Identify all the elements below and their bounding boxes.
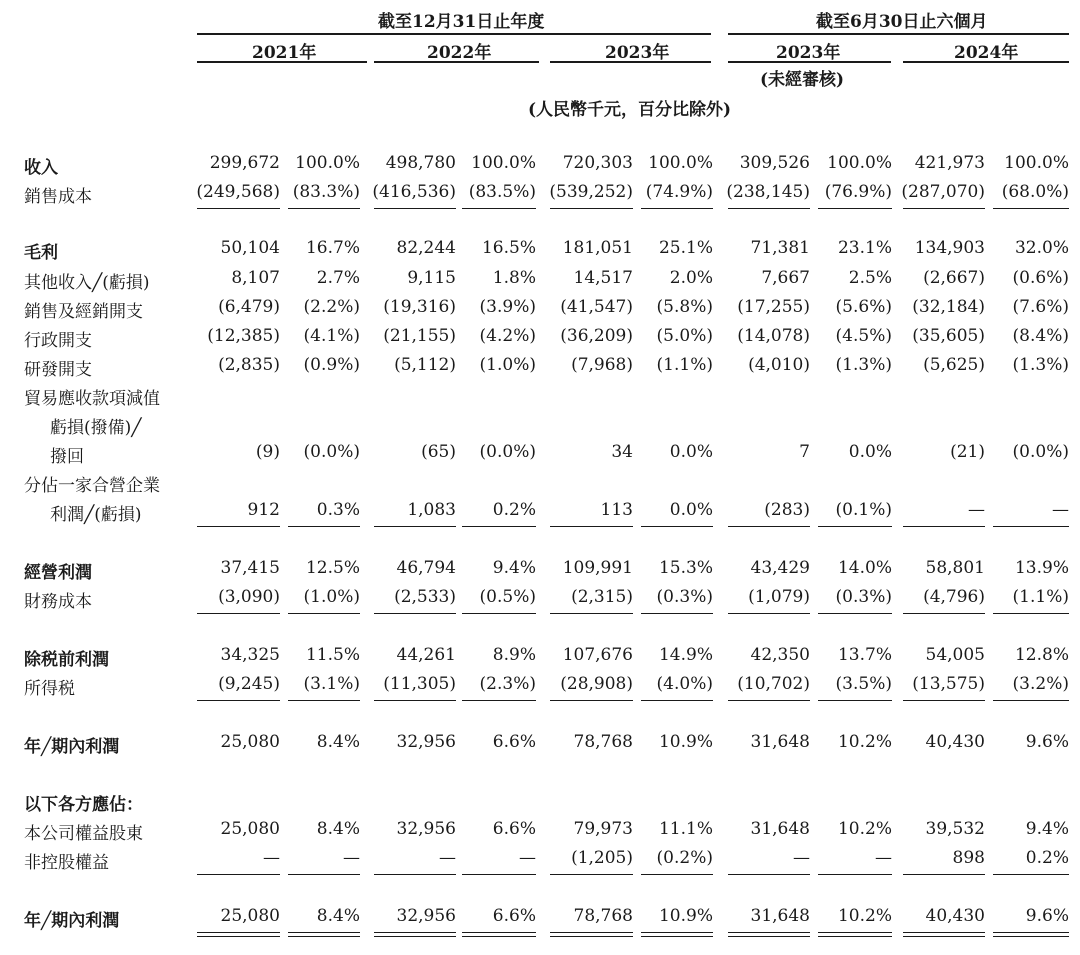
percent-cell: (0.3%) (656, 587, 713, 607)
subtotal-underline (818, 874, 892, 875)
row-label: 利潤╱(虧損) (50, 505, 142, 525)
amount-cell: 309,526 (739, 153, 810, 173)
percent-cell: 6.6% (492, 819, 536, 839)
percent-cell: 23.1% (837, 238, 892, 258)
subtotal-underline (818, 526, 892, 527)
percent-cell: 9.4% (1025, 819, 1069, 839)
subtotal-underline (288, 613, 360, 614)
percent-cell: (7.6%) (1012, 297, 1069, 317)
period-half-year-heading: 截至6月30日止六個月 (816, 12, 988, 32)
percent-cell: 2.0% (669, 268, 713, 288)
percent-cell: (0.9%) (303, 355, 360, 375)
subtotal-underline (197, 526, 280, 527)
subtotal-underline (993, 613, 1069, 614)
subtotal-underline (550, 526, 633, 527)
subtotal-underline (462, 208, 536, 209)
half-2023-heading: 2023年 (776, 43, 841, 63)
percent-cell: (5.8%) (656, 297, 713, 317)
table-row (0, 380, 1080, 410)
amount-cell: 39,532 (925, 819, 985, 839)
header-rule-half-year (728, 33, 1069, 35)
amount-cell: (2,533) (394, 587, 456, 607)
amount-cell: (14,078) (737, 326, 810, 346)
amount-cell: 37,415 (220, 558, 280, 578)
table-row (0, 670, 1080, 700)
percent-cell: 100.0% (1004, 153, 1069, 173)
subtotal-underline (550, 208, 633, 209)
year-rule-2023 (550, 61, 711, 63)
subtotal-underline (288, 208, 360, 209)
row-label: 毛利 (24, 243, 58, 263)
percent-cell: (68.0%) (1001, 182, 1069, 202)
percent-cell: (1.3%) (835, 355, 892, 375)
amount-cell: (35,605) (912, 326, 985, 346)
percent-cell: 100.0% (295, 153, 360, 173)
subtotal-underline (903, 526, 985, 527)
amount-cell: 498,780 (385, 153, 456, 173)
amount-cell: 7,667 (761, 268, 810, 288)
percent-cell: 10.9% (658, 732, 713, 752)
amount-cell: (36,209) (560, 326, 633, 346)
amount-cell: 78,768 (573, 906, 633, 926)
subtotal-underline (374, 874, 456, 875)
percent-cell: (0.6%) (1012, 268, 1069, 288)
table-row (0, 264, 1080, 294)
subtotal-underline (818, 700, 892, 701)
subtotal-underline (641, 700, 713, 701)
amount-cell: 71,381 (750, 238, 810, 258)
amount-cell: (9) (255, 442, 280, 462)
table-row (0, 844, 1080, 874)
amount-cell: (6,479) (218, 297, 280, 317)
percent-cell: 6.6% (492, 906, 536, 926)
amount-cell: 34,325 (220, 645, 280, 665)
percent-cell: 13.9% (1014, 558, 1069, 578)
percent-cell: 100.0% (827, 153, 892, 173)
year-rule-2022 (374, 61, 539, 63)
subtotal-underline (288, 526, 360, 527)
amount-cell: 14,517 (573, 268, 633, 288)
subtotal-underline (993, 700, 1069, 701)
percent-cell: (4.1%) (303, 326, 360, 346)
percent-cell: 12.5% (305, 558, 360, 578)
amount-cell: (2,315) (571, 587, 633, 607)
row-label: 貿易應收款項減值 (24, 389, 160, 409)
amount-cell: — (793, 848, 810, 868)
amount-cell: 31,648 (750, 732, 810, 752)
amount-cell: (10,702) (737, 674, 810, 694)
unaudited-note: (未經審核) (760, 70, 845, 90)
table-row (0, 641, 1080, 671)
amount-cell: 898 (952, 848, 985, 868)
row-label: 以下各方應佔： (24, 795, 143, 815)
percent-cell: (8.4%) (1012, 326, 1069, 346)
row-label: 虧損(撥備)╱ (50, 418, 142, 438)
amount-cell: (41,547) (560, 297, 633, 317)
percent-cell: 9.4% (492, 558, 536, 578)
row-label: 撥回 (50, 447, 84, 467)
table-row (0, 322, 1080, 352)
amount-cell: (287,070) (901, 182, 985, 202)
subtotal-underline (728, 874, 810, 875)
percent-cell: 2.7% (316, 268, 360, 288)
table-row (0, 438, 1080, 468)
percent-cell: 14.0% (837, 558, 892, 578)
amount-cell: (238,145) (726, 182, 810, 202)
amount-cell: (28,908) (560, 674, 633, 694)
row-label: 經營利潤 (24, 563, 92, 583)
percent-cell: (83.5%) (468, 182, 536, 202)
subtotal-underline (903, 874, 985, 875)
row-label: 行政開支 (24, 331, 92, 351)
subtotal-underline (993, 208, 1069, 209)
subtotal-underline (462, 700, 536, 701)
table-row (0, 902, 1080, 932)
amount-cell: 421,973 (914, 153, 985, 173)
amount-cell: 44,261 (396, 645, 456, 665)
amount-cell: — (968, 500, 985, 520)
percent-cell: (3.5%) (835, 674, 892, 694)
amount-cell: (12,385) (207, 326, 280, 346)
year-2023-heading: 2023年 (605, 43, 670, 63)
percent-cell: — (875, 848, 892, 868)
subtotal-underline (641, 613, 713, 614)
amount-cell: 912 (247, 500, 280, 520)
percent-cell: 8.4% (316, 732, 360, 752)
percent-cell: (1.1%) (1012, 587, 1069, 607)
amount-cell: 31,648 (750, 819, 810, 839)
subtotal-underline (903, 700, 985, 701)
percent-cell: 8.4% (316, 906, 360, 926)
amount-cell: 7 (799, 442, 810, 462)
subtotal-underline (197, 208, 280, 209)
amount-cell: (21,155) (383, 326, 456, 346)
subtotal-underline (550, 613, 633, 614)
subtotal-underline (818, 208, 892, 209)
percent-cell: 25.1% (658, 238, 713, 258)
percent-cell: 10.2% (837, 906, 892, 926)
amount-cell: (65) (421, 442, 456, 462)
amount-cell: 42,350 (750, 645, 810, 665)
subtotal-underline (288, 874, 360, 875)
amount-cell: 109,991 (562, 558, 633, 578)
percent-cell: 14.9% (658, 645, 713, 665)
percent-cell: (4.5%) (835, 326, 892, 346)
percent-cell: (0.1%) (835, 500, 892, 520)
percent-cell: (5.6%) (835, 297, 892, 317)
percent-cell: 15.3% (658, 558, 713, 578)
amount-cell: 34 (611, 442, 633, 462)
amount-cell: (1,205) (571, 848, 633, 868)
subtotal-underline (550, 700, 633, 701)
amount-cell: — (263, 848, 280, 868)
amount-cell: 40,430 (925, 732, 985, 752)
percent-cell: (0.0%) (479, 442, 536, 462)
percent-cell: — (1052, 500, 1069, 520)
amount-cell: 107,676 (562, 645, 633, 665)
percent-cell: (4.2%) (479, 326, 536, 346)
amount-cell: (9,245) (218, 674, 280, 694)
percent-cell: (2.2%) (303, 297, 360, 317)
subtotal-underline (197, 874, 280, 875)
amount-cell: 50,104 (220, 238, 280, 258)
amount-cell: (2,667) (923, 268, 985, 288)
amount-cell: (2,835) (218, 355, 280, 375)
half-rule-2023 (728, 61, 891, 63)
subtotal-underline (818, 613, 892, 614)
amount-cell: (11,305) (383, 674, 456, 694)
percent-cell: 32.0% (1014, 238, 1069, 258)
subtotal-underline (462, 613, 536, 614)
amount-cell: (539,252) (549, 182, 633, 202)
table-row (0, 351, 1080, 381)
subtotal-underline (993, 526, 1069, 527)
amount-cell: 40,430 (925, 906, 985, 926)
amount-cell: 32,956 (396, 906, 456, 926)
percent-cell: 0.2% (492, 500, 536, 520)
subtotal-underline (288, 700, 360, 701)
percent-cell: 0.3% (316, 500, 360, 520)
percent-cell: 100.0% (471, 153, 536, 173)
table-row (0, 583, 1080, 613)
percent-cell: 9.6% (1025, 732, 1069, 752)
amount-cell: 25,080 (220, 732, 280, 752)
percent-cell: (1.1%) (656, 355, 713, 375)
percent-cell: 2.5% (848, 268, 892, 288)
subtotal-underline (550, 874, 633, 875)
amount-cell: (3,090) (218, 587, 280, 607)
table-row (0, 554, 1080, 584)
percent-cell: (0.3%) (835, 587, 892, 607)
row-label: 除税前利潤 (24, 650, 109, 670)
subtotal-underline (903, 208, 985, 209)
amount-cell: 32,956 (396, 732, 456, 752)
year-rule-2021 (197, 61, 367, 63)
subtotal-underline (374, 208, 456, 209)
amount-cell: (1,079) (748, 587, 810, 607)
percent-cell: (3.9%) (479, 297, 536, 317)
row-label: 銷售及經銷開支 (24, 302, 143, 322)
subtotal-underline (641, 874, 713, 875)
percent-cell: (76.9%) (824, 182, 892, 202)
amount-cell: 79,973 (573, 819, 633, 839)
amount-cell: 31,648 (750, 906, 810, 926)
amount-cell: (32,184) (912, 297, 985, 317)
amount-cell: (5,112) (394, 355, 456, 375)
percent-cell: (0.5%) (479, 587, 536, 607)
row-label: 其他收入╱(虧損) (24, 273, 150, 293)
row-label: 收入 (24, 158, 58, 178)
year-2022-heading: 2022年 (427, 43, 492, 63)
subtotal-underline (641, 208, 713, 209)
header-rule-full-year (197, 33, 711, 35)
table-row (0, 728, 1080, 758)
amount-cell: (4,796) (923, 587, 985, 607)
amount-cell: (21) (950, 442, 985, 462)
table-row (0, 815, 1080, 845)
subtotal-underline (462, 526, 536, 527)
subtotal-underline (728, 208, 810, 209)
amount-cell: 113 (600, 500, 633, 520)
row-label: 年╱期內利潤 (24, 737, 120, 757)
amount-cell: 25,080 (220, 819, 280, 839)
percent-cell: 0.0% (848, 442, 892, 462)
percent-cell: (5.0%) (656, 326, 713, 346)
amount-cell: 181,051 (562, 238, 633, 258)
amount-cell: (4,010) (748, 355, 810, 375)
year-2021-heading: 2021年 (252, 43, 317, 63)
amount-cell: — (439, 848, 456, 868)
row-label: 年╱期內利潤 (24, 911, 120, 931)
amount-cell: 299,672 (209, 153, 280, 173)
amount-cell: 54,005 (925, 645, 985, 665)
subtotal-underline (197, 613, 280, 614)
percent-cell: (1.0%) (479, 355, 536, 375)
percent-cell: (0.0%) (1012, 442, 1069, 462)
amount-cell: 25,080 (220, 906, 280, 926)
percent-cell: — (343, 848, 360, 868)
table-row (0, 293, 1080, 323)
percent-cell: 16.5% (481, 238, 536, 258)
amount-cell: 134,903 (914, 238, 985, 258)
amount-cell: (7,968) (571, 355, 633, 375)
percent-cell: (83.3%) (292, 182, 360, 202)
percent-cell: (1.0%) (303, 587, 360, 607)
subtotal-underline (374, 526, 456, 527)
percent-cell: 12.8% (1014, 645, 1069, 665)
percent-cell: (3.1%) (303, 674, 360, 694)
unit-note: (人民幣千元，百分比除外) (528, 100, 732, 120)
row-label: 本公司權益股東 (24, 824, 143, 844)
table-row (0, 496, 1080, 526)
percent-cell: — (519, 848, 536, 868)
subtotal-underline (903, 613, 985, 614)
amount-cell: (17,255) (737, 297, 810, 317)
percent-cell: 0.0% (669, 500, 713, 520)
amount-cell: (249,568) (196, 182, 280, 202)
percent-cell: (4.0%) (656, 674, 713, 694)
percent-cell: 9.6% (1025, 906, 1069, 926)
half-rule-2024 (903, 61, 1069, 63)
amount-cell: 58,801 (925, 558, 985, 578)
amount-cell: (5,625) (923, 355, 985, 375)
amount-cell: 78,768 (573, 732, 633, 752)
percent-cell: 13.7% (837, 645, 892, 665)
percent-cell: 100.0% (648, 153, 713, 173)
amount-cell: 1,083 (407, 500, 456, 520)
subtotal-underline (728, 700, 810, 701)
table-row (0, 409, 1080, 439)
table-row (0, 149, 1080, 179)
percent-cell: (2.3%) (479, 674, 536, 694)
amount-cell: (19,316) (383, 297, 456, 317)
period-full-year-heading: 截至12月31日止年度 (378, 12, 545, 32)
percent-cell: 0.2% (1025, 848, 1069, 868)
subtotal-underline (641, 526, 713, 527)
percent-cell: (74.9%) (645, 182, 713, 202)
amount-cell: 9,115 (407, 268, 456, 288)
table-row (0, 178, 1080, 208)
table-row (0, 786, 1080, 816)
row-label: 銷售成本 (24, 187, 92, 207)
percent-cell: (0.2%) (656, 848, 713, 868)
row-label: 財務成本 (24, 592, 92, 612)
amount-cell: 82,244 (396, 238, 456, 258)
amount-cell: 8,107 (231, 268, 280, 288)
percent-cell: 10.2% (837, 732, 892, 752)
subtotal-underline (374, 613, 456, 614)
amount-cell: (416,536) (372, 182, 456, 202)
percent-cell: 10.9% (658, 906, 713, 926)
subtotal-underline (197, 700, 280, 701)
amount-cell: (13,575) (912, 674, 985, 694)
row-label: 所得税 (24, 679, 75, 699)
percent-cell: (0.0%) (303, 442, 360, 462)
percent-cell: 11.1% (658, 819, 713, 839)
percent-cell: 6.6% (492, 732, 536, 752)
amount-cell: 46,794 (396, 558, 456, 578)
table-row (0, 467, 1080, 497)
percent-cell: 8.9% (492, 645, 536, 665)
percent-cell: 11.5% (305, 645, 360, 665)
percent-cell: (3.2%) (1012, 674, 1069, 694)
amount-cell: (283) (764, 500, 810, 520)
subtotal-underline (462, 874, 536, 875)
amount-cell: 720,303 (562, 153, 633, 173)
subtotal-underline (374, 700, 456, 701)
percent-cell: 8.4% (316, 819, 360, 839)
row-label: 研發開支 (24, 360, 92, 380)
row-label: 分佔一家合營企業 (24, 476, 160, 496)
subtotal-underline (728, 526, 810, 527)
percent-cell: 0.0% (669, 442, 713, 462)
row-label: 非控股權益 (24, 853, 109, 873)
table-row (0, 234, 1080, 264)
half-2024-heading: 2024年 (954, 43, 1019, 63)
percent-cell: 1.8% (492, 268, 536, 288)
amount-cell: 32,956 (396, 819, 456, 839)
percent-cell: 16.7% (305, 238, 360, 258)
subtotal-underline (728, 613, 810, 614)
subtotal-underline (993, 874, 1069, 875)
amount-cell: 43,429 (750, 558, 810, 578)
percent-cell: (1.3%) (1012, 355, 1069, 375)
percent-cell: 10.2% (837, 819, 892, 839)
